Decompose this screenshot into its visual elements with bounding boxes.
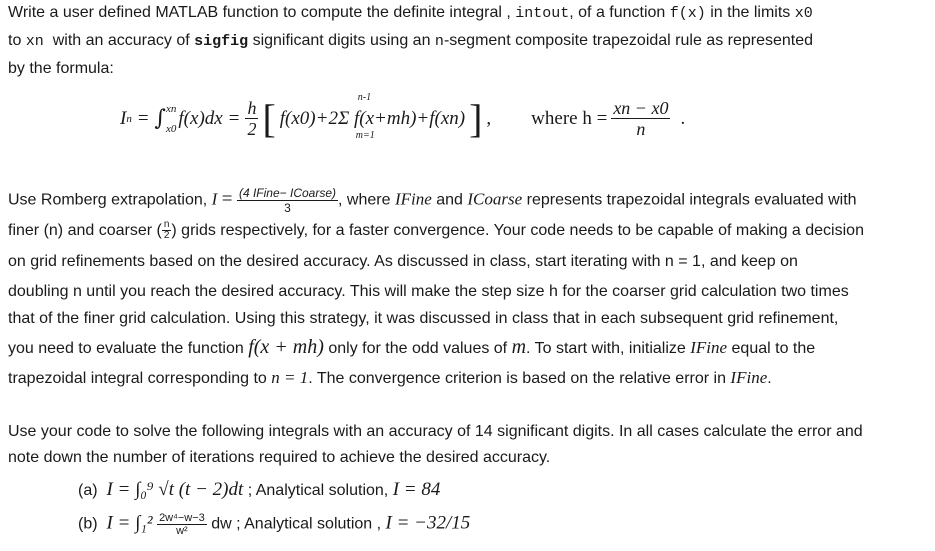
h-over-2 — [245, 98, 258, 139]
where-num: xn − x0 — [613, 98, 669, 118]
m-symbol: m — [511, 336, 527, 358]
problem-b-den: w² — [176, 525, 188, 537]
problem-b-label: (b) — [78, 515, 98, 533]
h-definition — [611, 98, 670, 139]
text: . The convergence criterion is based on the relative error in — [308, 370, 726, 387]
equals-sign: = — [137, 107, 149, 129]
text: Use Romberg extrapolation, — [8, 191, 208, 209]
problem-b-integral: I = ∫₁² — [106, 512, 153, 534]
lower-limit: x0 — [166, 122, 177, 135]
sum-lower: m=1 — [355, 129, 375, 141]
formula-lhs: I — [120, 107, 127, 129]
para3-line1: Use your code to solve the following integrals with an accuracy of 14 significant digits. In all cases calculate the error and — [8, 423, 863, 440]
where-label: where h = — [531, 107, 608, 129]
text: with an accuracy of — [52, 32, 190, 49]
para2-line3: on grid refinements based on the desired accuracy. As discussed in class, start iterating with n = 1, and keep on — [8, 253, 798, 270]
text: , where — [338, 191, 391, 209]
problem-b — [78, 512, 470, 537]
text: , of a function — [569, 4, 666, 21]
para2-line7: trapezoidal integral corresponding to n = 1. The convergence criterion is based on the relative error in IFine. — [8, 368, 772, 387]
para1-line2 — [8, 30, 813, 53]
h-num: h — [247, 98, 257, 118]
problem-b-fraction — [157, 512, 207, 537]
code-x0: x0 — [794, 5, 813, 22]
text: ) grids respectively, for a faster convergence. Your code needs to be capable of making a decision — [171, 222, 864, 239]
code-xn: xn — [25, 33, 44, 50]
n-equals-1: n = 1 — [271, 368, 309, 387]
formula-lhs-sub: n — [126, 112, 132, 125]
i-coarse: ICoarse — [467, 189, 523, 209]
text: Write a user defined MATLAB function to compute the definite integral , — [8, 4, 511, 21]
text: only for the odd values of — [328, 340, 508, 357]
f-x-mh: f(x + mh) — [248, 336, 324, 358]
romberg-fraction — [237, 186, 338, 215]
para2-line4: doubling n until you reach the desired accuracy. This will make the step size h for the coarser grid calculation two times — [8, 283, 849, 300]
text: to — [8, 32, 22, 49]
problem-b-num: 2w⁴−w−3 — [159, 512, 205, 524]
romberg-den: 3 — [284, 201, 291, 215]
text: and — [436, 191, 463, 209]
code-sigfig: sigfig — [194, 33, 249, 50]
problem-a-answer: I = 84 — [392, 479, 441, 500]
para1-line1 — [8, 2, 813, 25]
code-fx: f(x) — [669, 5, 706, 22]
integral-limits — [166, 103, 176, 135]
code-intout: intout — [515, 5, 570, 22]
i-fine: IFine — [730, 368, 768, 387]
where-den: n — [636, 119, 646, 139]
para1-line3: by the formula: — [8, 60, 114, 77]
text: ; Analytical solution, — [243, 482, 389, 499]
problem-b-answer: I = −32/15 — [385, 512, 471, 534]
para2-line1: Use Romberg extrapolation, I = $\frac{\text{(4 IFine− ICoarse)}}{3}$ , where IFine and ICoarse represents trapezoidal integrals evaluated with — [8, 186, 857, 215]
problem-a — [78, 479, 440, 502]
sum-upper: n-1 — [357, 91, 372, 103]
text: in the limits — [710, 4, 791, 21]
code-n: n — [434, 33, 444, 50]
problem-a-label: (a) — [78, 482, 98, 499]
trapezoidal-formula: I n = ∫ xn x0 f(x)dx = $\frac{h}{2}$ [ f(x0)+2Σ f(x+mh)+f(xn) n-1 m=1 ] , where h = $\frac{xn - x0}{n}$ . — [120, 91, 686, 141]
formula-body: f(x0)+2Σ f(x+mh)+f(xn) — [279, 107, 466, 129]
integrand: f(x)dx — [178, 107, 223, 129]
problem-a-integral: I = ∫₀⁹ √t (t − 2)dt — [106, 479, 244, 500]
text: significant digits using an — [252, 32, 431, 49]
text: represents trapezoidal integrals evaluated with — [526, 191, 857, 209]
integral-sign: ∫ — [154, 106, 167, 131]
h-den: 2 — [247, 119, 257, 139]
para3-line2: note down the number of iterations required to achieve the desired accuracy. — [8, 449, 551, 466]
i-fine: IFine — [394, 189, 432, 209]
para2-line5: that of the finer grid calculation. Using this strategy, it was discussed in class that in each subsequent grid refinement, — [8, 310, 839, 327]
text: dw ; Analytical solution , — [206, 515, 382, 533]
n-over-2: $\frac{n}{2}$ — [163, 219, 170, 242]
text: -segment composite trapezoidal rule as represented — [443, 32, 814, 49]
text: trapezoidal integral corresponding to — [8, 370, 267, 387]
para2-line6 — [8, 336, 815, 360]
upper-limit: xn — [166, 102, 177, 115]
text: . To start with, initialize — [526, 340, 686, 357]
text: finer (n) and coarser ( — [8, 222, 162, 239]
i-fine: IFine — [690, 338, 728, 357]
romberg-num: (4 IFine− ICoarse) — [238, 186, 337, 200]
para2-line2 — [8, 220, 864, 242]
text: equal to the — [731, 340, 816, 357]
text: you need to evaluate the function — [8, 340, 244, 357]
